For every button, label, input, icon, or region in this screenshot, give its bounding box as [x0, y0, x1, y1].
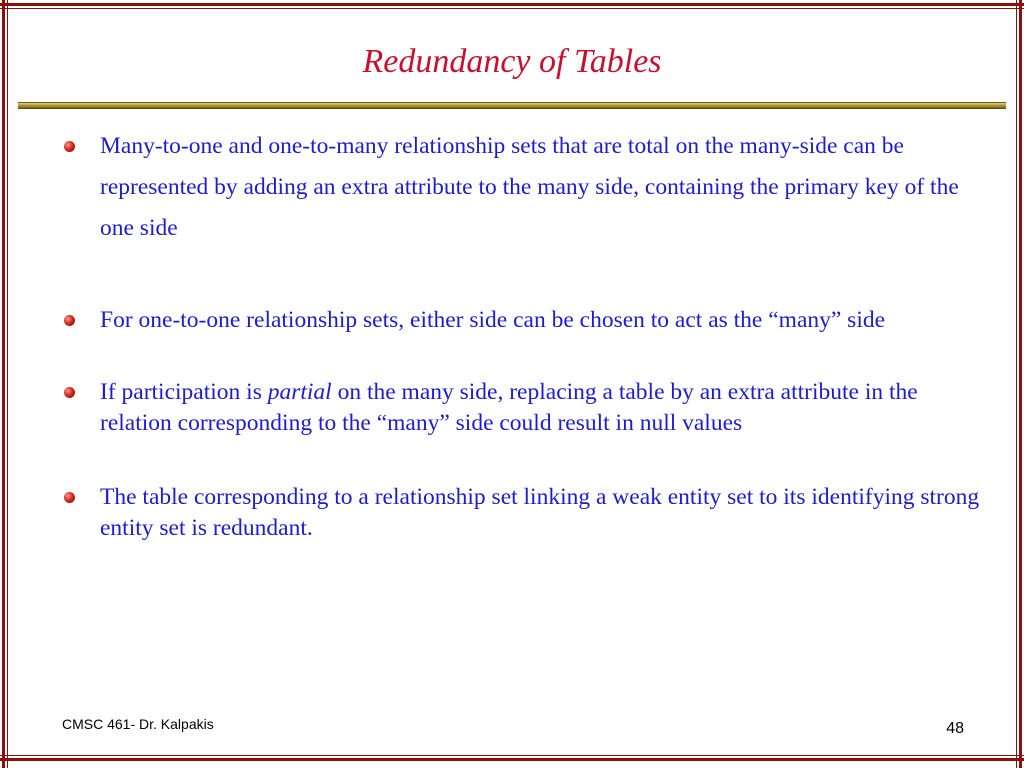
- bullet-text-before: If participation is: [100, 379, 268, 405]
- bullet-item-2: [62, 305, 982, 336]
- title-divider: [18, 102, 1006, 109]
- bullet-item-3: [62, 377, 982, 439]
- frame-top-line-inner: [0, 8, 1024, 9]
- bullet-icon: [64, 492, 75, 503]
- bullet-text-emphasis: partial: [267, 379, 332, 405]
- bullet-text: For one-to-one relationship sets, either side can be chosen to act as the “many” side: [100, 307, 886, 333]
- bullet-text: Many-to-one and one-to-many relationship sets that are total on the many-side can be represented by adding an extra attribute to the many side, containing the primary key of the one side: [100, 133, 959, 241]
- slide-number: 48: [946, 720, 964, 737]
- frame-left-line-inner: [7, 0, 8, 768]
- bullet-text: The table corresponding to a relationship set linking a weak entity set to its identifying strong entity set is redundant.: [100, 484, 980, 541]
- frame-left-line-outer: [2, 0, 5, 768]
- frame-right-line-outer: [1019, 0, 1022, 768]
- bullet-text: [100, 379, 918, 436]
- bullet-item-1: [62, 126, 982, 249]
- bullet-icon: [64, 141, 75, 152]
- bullet-list: [62, 126, 982, 544]
- bullet-text-after: on the many side, replacing a table by an extra attribute in the relation corresponding to the “many” side could result in null values: [100, 379, 918, 436]
- bullet-icon: [64, 315, 75, 326]
- bullet-item-4: [62, 482, 982, 544]
- footer-course: CMSC 461- Dr. Kalpakis: [62, 716, 214, 732]
- bullet-icon: [64, 387, 75, 398]
- frame-right-line-inner: [1016, 0, 1017, 768]
- slide-title: Redundancy of Tables: [362, 43, 662, 80]
- frame-top-line-outer: [0, 3, 1024, 6]
- frame-bottom-line-inner: [0, 755, 1024, 756]
- frame-bottom-line-outer: [0, 758, 1024, 761]
